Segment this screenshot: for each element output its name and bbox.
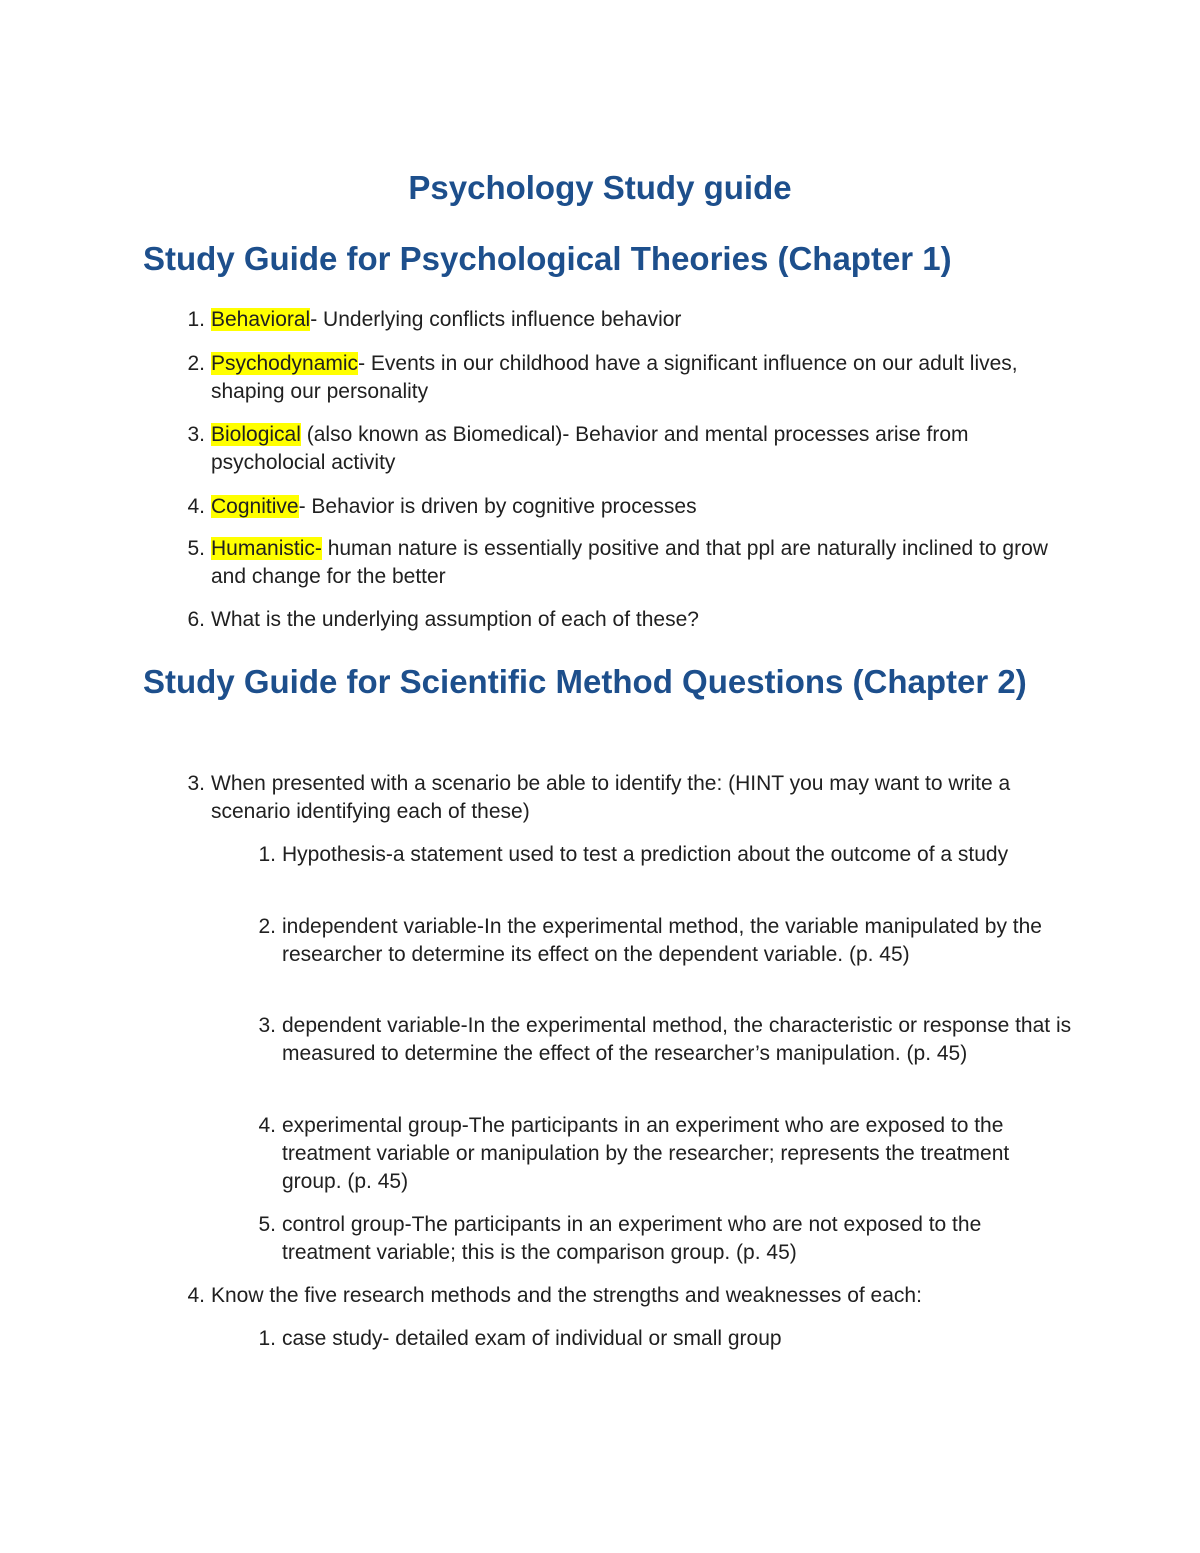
list-number: 3. [187, 772, 205, 795]
item-text: What is the underlying assumption of each of these? [211, 608, 699, 631]
list-item [187, 770, 1081, 826]
section-heading-scientific-method: Study Guide for Scientific Method Questions (Chapter 2) [143, 663, 1027, 700]
list-number: 1. [187, 308, 205, 331]
sub-list-item [258, 1325, 1072, 1353]
list-number: 4. [187, 1284, 205, 1307]
list-number: 4. [187, 495, 205, 518]
list-item [187, 306, 1081, 334]
item-text: independent variable-In the experimental method, the variable manipulated by the researcher to determine its effect on the dependent variable. (p. 45) [282, 915, 1042, 966]
highlighted-term: Behavioral [211, 308, 311, 331]
list-number: 3. [187, 423, 205, 446]
item-text: (also known as Biomedical)- Behavior and mental processes arise from psycholocial activity [211, 423, 969, 474]
sub-list-item [258, 1211, 1072, 1267]
sub-list-item [258, 1012, 1072, 1068]
list-number: 6. [187, 608, 205, 631]
list-number: 1. [258, 1327, 276, 1350]
item-text: experimental group-The participants in an experiment who are exposed to the treatment variable or manipulation by the researcher; represents the treatment group. (p. 45) [282, 1114, 1010, 1193]
item-text: Hypothesis-a statement used to test a prediction about the outcome of a study [282, 843, 1009, 866]
item-text: When presented with a scenario be able to identify the: (HINT you may want to write a scenario identifying each of these) [211, 772, 1011, 823]
sub-list-item [258, 913, 1072, 969]
list-item [187, 350, 1081, 406]
list-item [187, 535, 1081, 591]
item-text: - Events in our childhood have a significant influence on our adult lives, shaping our personality [211, 352, 1018, 403]
highlighted-term: Biological [211, 423, 301, 446]
list-item [187, 1282, 1081, 1310]
sub-list-item [258, 1112, 1072, 1196]
sub-list-item [258, 841, 1072, 869]
item-text: - Behavior is driven by cognitive processes [298, 495, 697, 518]
list-item [187, 606, 1081, 634]
list-number: 5. [187, 537, 205, 560]
item-text: human nature is essentially positive and that ppl are naturally inclined to grow and change for the better [211, 537, 1048, 588]
list-number: 1. [258, 843, 276, 866]
item-text: Know the five research methods and the strengths and weaknesses of each: [211, 1284, 922, 1307]
highlighted-term: Psychodynamic [211, 352, 359, 375]
item-text: dependent variable-In the experimental method, the characteristic or response that is measured to determine the effect of the researcher’s manipulation. (p. 45) [282, 1014, 1072, 1065]
item-text: control group-The participants in an experiment who are not exposed to the treatment variable; this is the comparison group. (p. 45) [282, 1213, 982, 1264]
list-item [187, 493, 1081, 521]
highlighted-term: Humanistic- [211, 537, 322, 560]
list-number: 4. [258, 1114, 276, 1137]
list-item [187, 421, 1081, 477]
section-heading-theories: Study Guide for Psychological Theories (Chapter 1) [143, 240, 952, 277]
list-number: 2. [187, 352, 205, 375]
document-title: Psychology Study guide [408, 169, 792, 206]
list-number: 3. [258, 1014, 276, 1037]
list-number: 5. [258, 1213, 276, 1236]
highlighted-term: Cognitive [211, 495, 299, 518]
item-text: - Underlying conflicts influence behavior [310, 308, 682, 331]
list-number: 2. [258, 915, 276, 938]
item-text: case study- detailed exam of individual or small group [282, 1327, 782, 1350]
